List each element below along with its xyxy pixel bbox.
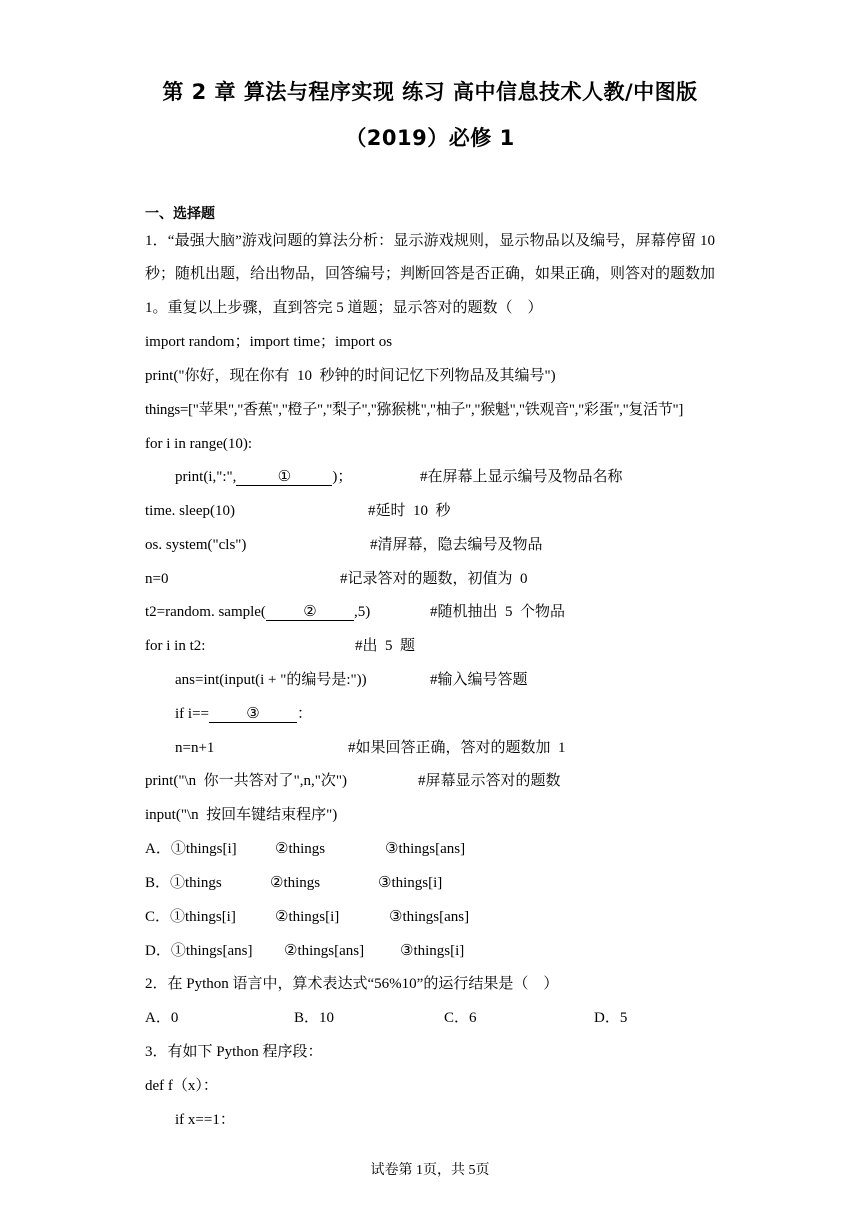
q2-option-b: B．10 xyxy=(294,1010,335,1026)
code-line: for i in range(10): xyxy=(145,436,253,452)
q1-stem-line-2: 秒；随机出题，给出物品，回答编号；判断回答是否正确，如果正确，则答对的题数加 xyxy=(145,266,716,282)
code-text: print(i,":", xyxy=(175,469,237,485)
option-part: ③things[ans] xyxy=(385,841,466,857)
q1-option-a xyxy=(145,839,237,859)
answer-blank-2: ② xyxy=(266,604,354,621)
code-comment: #屏幕显示答对的题数 xyxy=(418,773,561,789)
code-line: def f（x）： xyxy=(145,1078,218,1094)
code-line-with-blank xyxy=(175,704,312,724)
code-comment: #输入编号答题 xyxy=(430,672,528,688)
code-line: os. system("cls") xyxy=(145,537,247,553)
section-heading: 一、选择题 xyxy=(145,206,215,222)
option-part: ①things xyxy=(170,875,222,891)
code-comment: #出 5 题 xyxy=(355,638,416,654)
code-line: ans=int(input(i + "的编号是:")) xyxy=(175,672,367,688)
q2-option-d: D．5 xyxy=(594,1010,628,1026)
code-comment: #如果回答正确，答对的题数加 1 xyxy=(348,740,566,756)
code-text: if i== xyxy=(175,706,209,722)
code-line: n=n+1 xyxy=(175,740,215,756)
q2-option-c: C．6 xyxy=(444,1010,477,1026)
code-line-with-blank xyxy=(175,467,352,487)
option-part: ②things xyxy=(275,841,326,857)
document-title-line-1: 第 2 章 算法与程序实现 练习 高中信息技术人教/中图版 xyxy=(162,80,698,104)
q1-option-d xyxy=(145,941,253,961)
option-part: ①things[ans] xyxy=(170,943,253,959)
code-line: things=["苹果","香蕉","橙子","梨子","猕猴桃","柚子","猴魁","铁观音","彩蛋","复活节"] xyxy=(145,402,684,418)
q1-stem-line-1: 1．“最强大脑”游戏问题的算法分析：显示游戏规则，显示物品以及编号，屏幕停留 10 xyxy=(145,233,715,249)
q1-option-c xyxy=(145,907,236,927)
q1-option-b xyxy=(145,873,222,893)
option-letter: D． xyxy=(145,943,171,959)
q3-stem: 3．有如下 Python 程序段： xyxy=(145,1044,323,1060)
code-line: for i in t2: xyxy=(145,638,206,654)
q2-option-a: A．0 xyxy=(145,1010,179,1026)
code-line: print("你好，现在你有 10 秒钟的时间记忆下列物品及其编号") xyxy=(145,368,556,384)
answer-blank-1: ① xyxy=(236,469,332,486)
option-part: ③things[ans] xyxy=(389,909,470,925)
q1-stem-line-3: 1。重复以上步骤，直到答完 5 道题；显示答对的题数（ ） xyxy=(145,300,543,316)
code-line: input("\n 按回车键结束程序") xyxy=(145,807,338,823)
code-text: ,5) xyxy=(353,604,371,620)
answer-blank-3: ③ xyxy=(209,706,297,723)
code-line: n=0 xyxy=(145,571,169,587)
code-text: ： xyxy=(297,706,313,722)
option-part: ②things[ans] xyxy=(284,943,365,959)
option-letter: A． xyxy=(145,841,171,857)
option-part: ③things[i] xyxy=(378,875,443,891)
code-line: time. sleep(10) xyxy=(145,503,235,519)
code-line-with-blank xyxy=(145,602,370,622)
document-title-line-2: （2019）必修 1 xyxy=(345,126,515,150)
code-text: t2=random. sample( xyxy=(145,604,266,620)
code-comment: #随机抽出 5 个物品 xyxy=(430,604,566,620)
code-line: if x==1： xyxy=(175,1112,235,1128)
code-line: print("\n 你一共答对了",n,"次") xyxy=(145,773,347,789)
page-footer: 试卷第 1页，共 5页 xyxy=(370,1163,490,1178)
option-part: ③things[i] xyxy=(400,943,465,959)
option-part: ①things[i] xyxy=(170,841,237,857)
code-line: import random；import time；import os xyxy=(145,334,393,350)
option-letter: B． xyxy=(145,875,171,891)
code-comment: #记录答对的题数，初值为 0 xyxy=(340,571,528,587)
code-comment: #延时 10 秒 xyxy=(368,503,451,519)
option-part: ②things xyxy=(270,875,321,891)
q2-stem: 2．在 Python 语言中，算术表达式“56%10”的运行结果是（ ） xyxy=(145,976,559,992)
option-part: ①things[i] xyxy=(170,909,236,925)
option-part: ②things[i] xyxy=(275,909,340,925)
code-comment: #清屏幕，隐去编号及物品 xyxy=(370,537,543,553)
option-letter: C． xyxy=(145,909,171,925)
code-text: )； xyxy=(332,469,353,485)
code-comment: #在屏幕上显示编号及物品名称 xyxy=(420,469,623,485)
